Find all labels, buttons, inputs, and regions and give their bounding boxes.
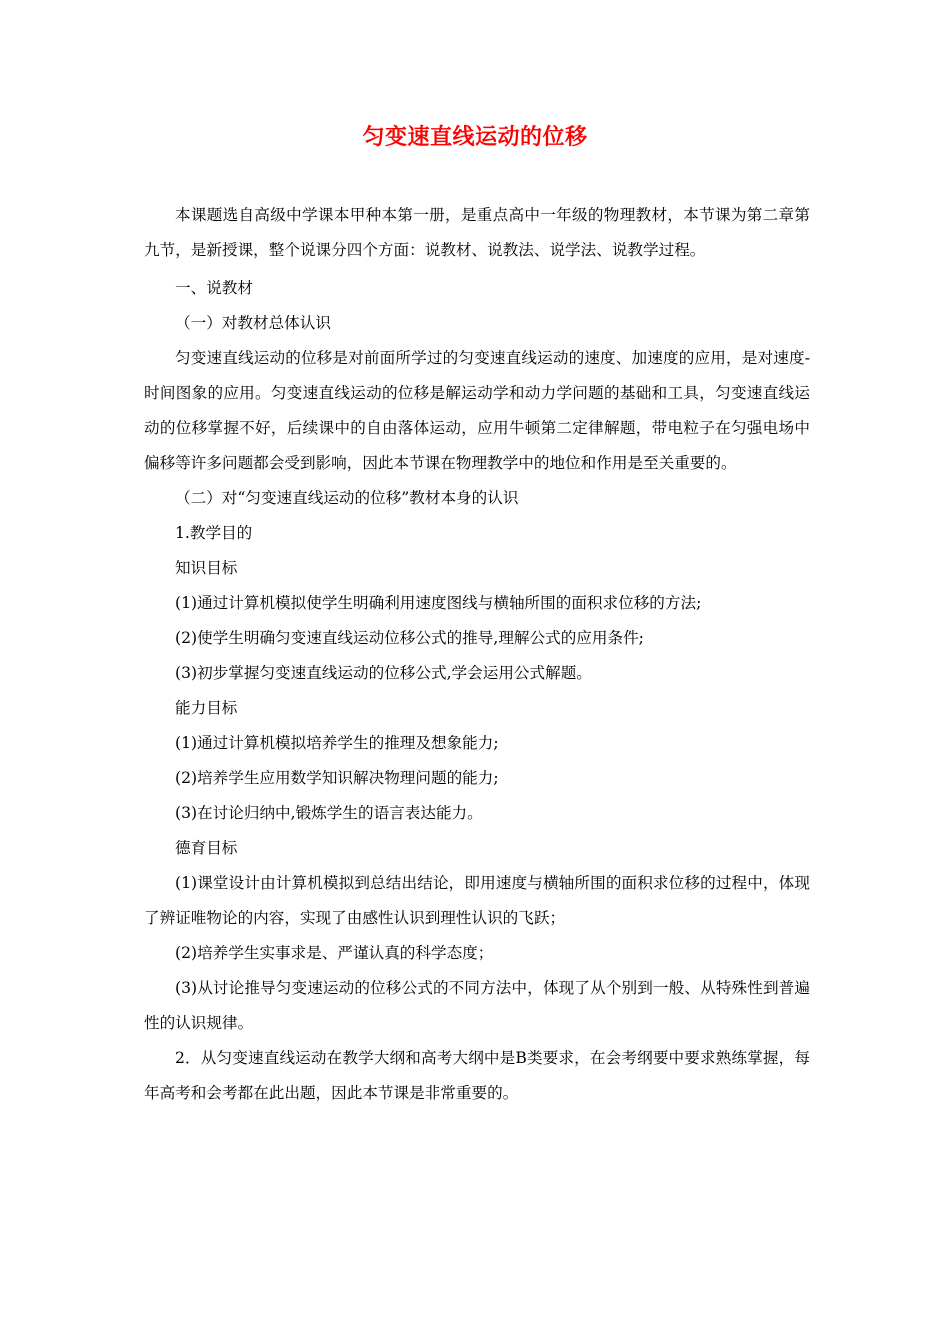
knowledge-goal-item: (1)通过计算机模拟使学生明确利用速度图线与横轴所围的面积求位移的方法; <box>175 594 702 612</box>
moral-goal-item: (1)课堂设计由计算机模拟到总结出结论，即用速度与横轴所围的面积求位移的过程中，体现了辨证唯物论的内容，实现了由感性认识到理性认识的飞跃； <box>144 874 810 927</box>
subsection-heading-material: （二）对“匀变速直线运动的位移”教材本身的认识 <box>175 489 519 507</box>
item-teaching-goal: 1.教学目的 <box>175 524 253 542</box>
moral-goal-heading: 德育目标 <box>175 839 238 857</box>
moral-goal-item: (2)培养学生实事求是、严谨认真的科学态度； <box>175 944 494 962</box>
moral-goal-item: (3)从讨论推导匀变速运动的位移公式的不同方法中，体现了从个别到一般、从特殊性到普遍性的认识规律。 <box>144 979 810 1032</box>
intro-paragraph: 本课题选自高级中学课本甲种本第一册，是重点高中一年级的物理教材，本节课为第二章第九节，是新授课，整个说课分四个方面：说教材、说教法、说学法、说教学过程。 <box>144 206 810 259</box>
overview-paragraph: 匀变速直线运动的位移是对前面所学过的匀变速直线运动的速度、加速度的应用，是对速度-时间图象的应用。匀变速直线运动的位移是解运动学和动力学问题的基础和工具，匀变速直线运动的位移掌握不好，后续课中的自由落体运动，应用牛顿第二定律解题，带电粒子在匀强电场中偏移等许多问题都会受到影响，因此本节课在物理教学中的地位和作用是至关重要的。 <box>144 349 810 472</box>
document-body <box>144 198 810 1111</box>
document-title: 匀变速直线运动的位移 <box>362 124 588 150</box>
ability-goal-item: (3)在讨论归纳中,锻炼学生的语言表达能力。 <box>175 804 483 822</box>
section-heading-textbook: 一、说教材 <box>175 279 253 297</box>
subsection-heading-overview: （一）对教材总体认识 <box>175 314 331 332</box>
ability-goal-item: (1)通过计算机模拟培养学生的推理及想象能力; <box>175 734 499 752</box>
ability-goal-heading: 能力目标 <box>175 699 238 717</box>
knowledge-goal-heading: 知识目标 <box>175 559 238 577</box>
knowledge-goal-item: (3)初步掌握匀变速直线运动的位移公式,学会运用公式解题。 <box>175 664 592 682</box>
knowledge-goal-item: (2)使学生明确匀变速直线运动位移公式的推导,理解公式的应用条件; <box>175 629 644 647</box>
ability-goal-item: (2)培养学生应用数学知识解决物理问题的能力; <box>175 769 499 787</box>
item-importance-paragraph: 2．从匀变速直线运动在教学大纲和高考大纲中是B类要求，在会考纲要中要求熟练掌握，每年高考和会考都在此出题，因此本节课是非常重要的。 <box>144 1049 810 1102</box>
